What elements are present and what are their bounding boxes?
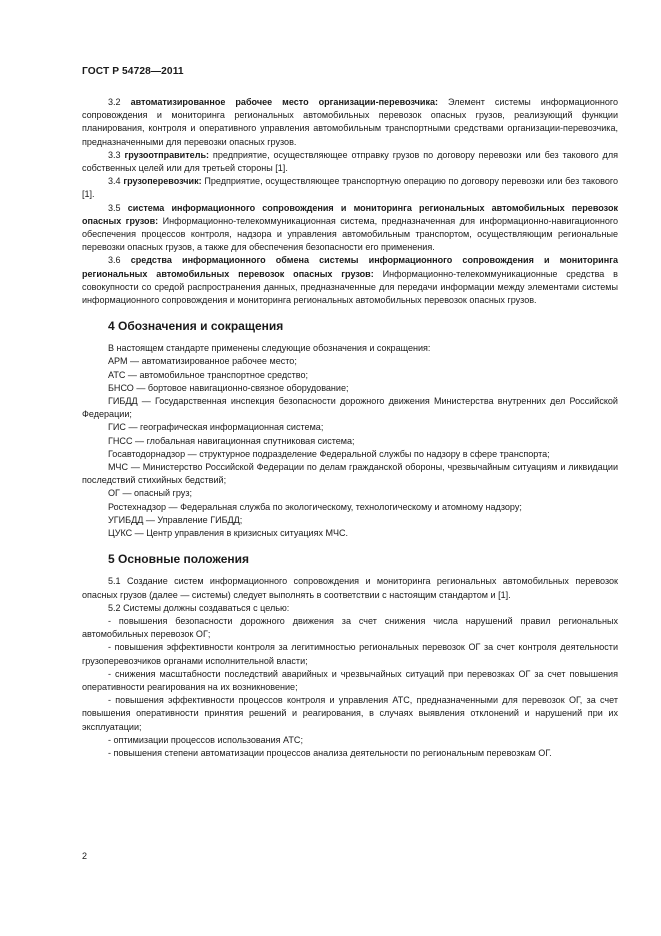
abbreviation-item: БНСО — бортовое навигационно-связное оборудование; bbox=[108, 382, 349, 393]
goal-item: - оптимизации процессов использования АТС; bbox=[108, 734, 303, 745]
abbreviations-list bbox=[82, 342, 618, 540]
abbreviation-item: Госавтодорнадзор — структурное подразделение Федеральной службы по надзору в сфере транспорта; bbox=[108, 448, 550, 459]
document-header: ГОСТ Р 54728—2011 bbox=[82, 66, 184, 77]
abbreviation-item: ГИБДД — Государственная инспекция безопасности дорожного движения Министерства внутренних дел Российской Федерации; bbox=[82, 396, 618, 420]
section-4-title: 4 Обозначения и сокращения bbox=[108, 319, 284, 334]
definition-term: автоматизированное рабочее место организации-перевозчика: bbox=[130, 97, 439, 107]
goal-item: - повышения эффективности контроля за легитимностью региональных перевозок ОГ за счет контроля деятельности грузоперевозчиков органами исполнительной власти; bbox=[82, 642, 618, 666]
definition-3-2: 3.2 автоматизированное рабочее место организации-перевозчика: Элемент системы информационного сопровождения и мониторинга региональных автомобильных перевозок опасных грузов, реализующий функции планирования, контроля и оперативного управления автомобильным транспортными средствами организации-перевозчика, предназначенными для перевозки опасных грузов. bbox=[82, 97, 619, 147]
definition-term: грузоперевозчик: bbox=[123, 176, 202, 187]
abbreviation-item: ГИС — географическая информационная система; bbox=[108, 422, 324, 433]
definitions-block bbox=[82, 96, 618, 307]
definition-3-3: 3.3 грузоотправитель: предприятие, осуществляющее отправку грузов по договору перевозки или без такового для собственных целей или для третьей стороны [1]. bbox=[82, 149, 618, 174]
abbreviation-item: ГНСС — глобальная навигационная спутниковая система; bbox=[108, 435, 355, 446]
page-number: 2 bbox=[82, 851, 88, 861]
definition-term: средства информационного обмена системы информационного сопровождения и мониторинга региональных автомобильных перевозок опасных грузов: bbox=[82, 255, 618, 279]
definition-term: грузоотправитель: bbox=[124, 149, 210, 160]
definition-3-5: 3.5 система информационного сопровождения и мониторинга региональных автомобильных перевозок опасных грузов: Информационно-телекоммуникационная система, предназначенная для информационно-навигационного обеспечения процессов контроля, надзора и управления автомобильным транспортом, осуществляющим региональные перевозки опасных грузов, а также для обеспечения безопасности его применения. bbox=[82, 202, 619, 253]
clause-5-2: 5.2 Системы должны создаваться с целью: bbox=[108, 602, 290, 613]
goal-item: - снижения масштабности последствий аварийных и чрезвычайных ситуаций при перевозках ОГ за счет повышения оперативности реагирования на их возникновение; bbox=[82, 668, 618, 692]
definition-term: система информационного сопровождения и мониторинга региональных автомобильных перевозок опасных грузов: bbox=[82, 202, 618, 226]
abbreviations-intro: В настоящем стандарте применены следующие обозначения и сокращения: bbox=[108, 343, 431, 354]
abbreviation-item: АРМ — автоматизированное рабочее место; bbox=[108, 356, 297, 367]
definition-3-4: 3.4 грузоперевозчик: Предприятие, осуществляющее транспортную операцию по договору перевозки или без такового [1]. bbox=[82, 176, 618, 200]
abbreviation-item: МЧС — Министерство Российской Федерации по делам гражданской обороны, чрезвычайным ситуациям и ликвидации последствий стихийных бедствий; bbox=[82, 462, 618, 486]
clause-5-1: 5.1 Создание систем информационного сопровождения и мониторинга региональных автомобильных перевозок опасных грузов (далее — системы) следует выполнять в соответствии с настоящим стандартом и [1]. bbox=[82, 576, 618, 600]
abbreviation-item: ЦУКС — Центр управления в кризисных ситуациях МЧС. bbox=[108, 528, 349, 539]
document-body bbox=[82, 96, 618, 760]
section-5-title: 5 Основные положения bbox=[108, 552, 250, 567]
abbreviation-item: ОГ — опасный груз; bbox=[108, 488, 192, 499]
abbreviation-item: Ростехнадзор — Федеральная служба по экологическому, технологическому и атомному надзору; bbox=[108, 501, 522, 512]
definition-3-6: 3.6 средства информационного обмена системы информационного сопровождения и мониторинга региональных автомобильных перевозок опасных грузов: Информационно-телекоммуникационные средства в совокупности со средой распространения данных, предназначенные для передачи информации между элементами системы информационного сопровождения и мониторинга региональных автомобильных перевозок опасных грузов. bbox=[82, 255, 618, 306]
goal-item: - повышения степени автоматизации процессов анализа деятельности по региональным перевозкам ОГ. bbox=[108, 747, 552, 758]
main-provisions bbox=[82, 575, 618, 760]
abbreviation-item: АТС — автомобильное транспортное средство; bbox=[108, 369, 309, 380]
abbreviation-item: УГИБДД — Управление ГИБДД; bbox=[108, 514, 243, 525]
goal-item: - повышения безопасности дорожного движения за счет снижения числа нарушений правил региональных автомобильных перевозок ОГ; bbox=[82, 615, 618, 640]
goal-item: - повышения эффективности процессов контроля и управления АТС, предназначенными для перевозок ОГ, за счет повышения оперативности принятия решений и реагирования, в случаях выявления отклонений и нарушений при их эксплуатации; bbox=[82, 695, 618, 732]
